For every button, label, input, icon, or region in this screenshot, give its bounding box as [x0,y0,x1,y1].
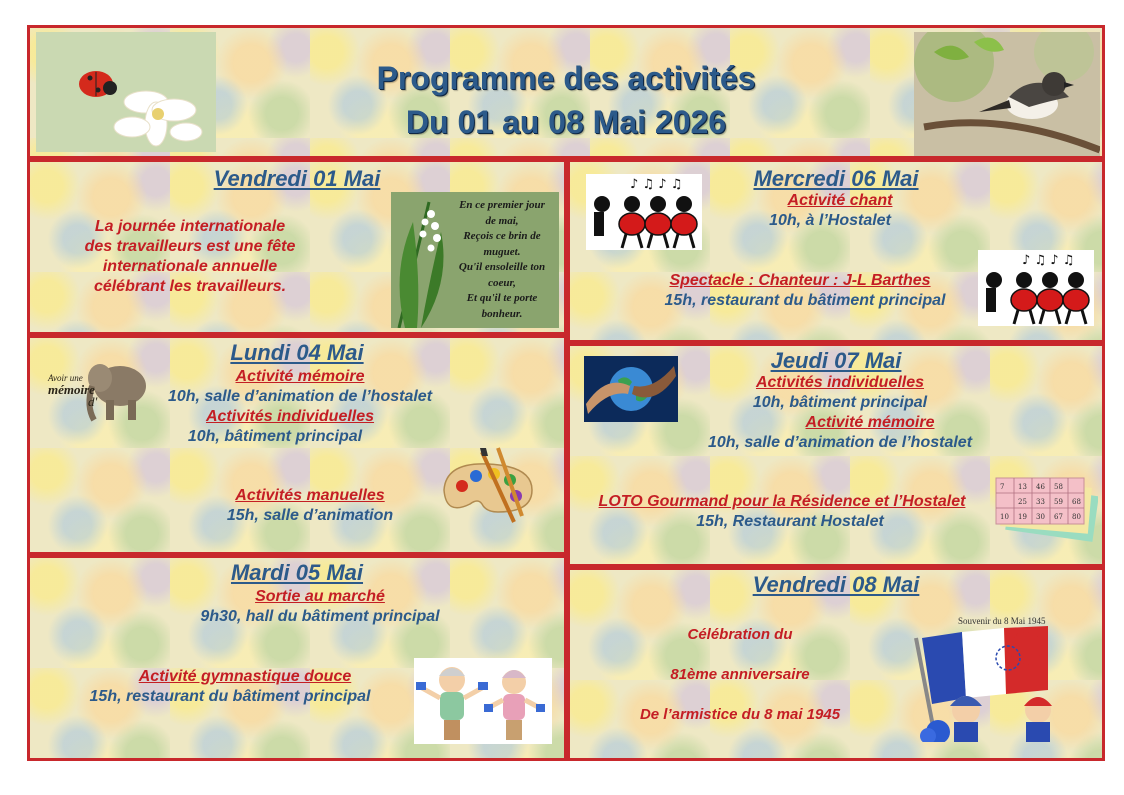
day-title: Mardi 05 Mai [230,560,364,585]
activity-detail: 15h, Restaurant Hostalet [696,513,884,530]
svg-text:19: 19 [1018,513,1027,521]
activity-title: LOTO Gourmand pour la Résidence et l’Hostalet [598,493,966,510]
activity-detail: 10h, bâtiment principal [187,428,363,445]
panel-vendredi-08 [567,567,1105,761]
card-line: bonheur. [481,307,523,320]
activity-title: Activité mémoire [235,368,365,385]
day-title: Mercredi 06 Mai [753,166,919,191]
activity-detail: 10h, salle d’animation de l’hostalet [167,388,433,405]
activity-title: Activités manuelles [235,487,385,504]
day-title: Vendredi 08 Mai [752,572,920,597]
svg-text:13: 13 [1018,483,1027,491]
activity-title: Activité mémoire [805,414,935,431]
card-line: Qu'il ensoleille ton [458,261,546,273]
text-line: La journée internationale [94,218,286,235]
svg-text:80: 80 [1072,513,1081,521]
panel-vendredi-01 [27,159,567,335]
text-line: internationale annuelle [102,258,278,275]
svg-text:68: 68 [1072,498,1081,506]
svg-text:♪ ♫ ♪ ♫: ♪ ♫ ♪ ♫ [1022,253,1075,268]
text-line: célébrant les travailleurs. [93,278,287,295]
svg-text:67: 67 [1054,513,1063,521]
card-line: coeur, [488,276,516,289]
activity-title: Sortie au marché [255,588,385,605]
activity-title: Activité gymnastique douce [138,668,352,685]
muguet-card [391,192,559,328]
card-line: Et qu'il te porte [466,292,538,304]
svg-text:♪ ♫ ♪ ♫: ♪ ♫ ♪ ♫ [630,177,683,192]
paint-palette-icon [436,446,540,526]
hands-globe-image [584,356,678,422]
souvenir-caption: Souvenir du 8 Mai 1945 [958,616,1046,626]
loto-cards-image [994,474,1098,546]
activity-detail: 15h, salle d’animation [226,507,394,524]
svg-text:10: 10 [1000,513,1009,521]
activity-detail: 15h, restaurant du bâtiment principal [664,292,946,309]
text-line: 81ème anniversaire [670,666,810,683]
logo-text: d' [88,394,98,409]
seniors-exercise-image [414,658,552,744]
singing-choir-icon [586,174,702,250]
panel-mercredi-06 [567,159,1105,343]
singing-choir-icon [978,250,1094,326]
text-line: Célébration du [687,626,793,643]
svg-text:7: 7 [1000,483,1005,491]
svg-text:33: 33 [1036,498,1045,506]
french-flag-icon [908,618,1072,742]
logo-text: mémoire [48,382,95,397]
card-line: Reçois ce brin de [463,230,541,242]
card-line: de mai, [485,214,519,227]
svg-text:46: 46 [1036,483,1045,491]
svg-text:59: 59 [1054,498,1063,506]
header-panel [27,25,1105,159]
ladybug-flower-image [36,32,216,152]
day-title: Lundi 04 Mai [230,340,364,365]
activity-title: Activité chant [787,192,893,209]
svg-text:25: 25 [1018,498,1027,506]
title-line-2: Du 01 au 08 Mai 2026 [405,104,727,140]
armistice-flag-image [908,618,1072,742]
activity-detail: 10h, bâtiment principal [752,394,928,411]
title-line-1: Programme des activités [376,60,756,96]
day-title: Vendredi 01 Mai [213,166,381,191]
activity-title: Activités individuelles [755,374,925,391]
svg-text:58: 58 [1054,483,1063,491]
activity-detail: 10h, salle d’animation de l’hostalet [707,434,973,451]
activity-detail: 15h, restaurant du bâtiment principal [89,688,371,705]
panel-jeudi-07 [567,343,1105,567]
activity-title: Spectacle : Chanteur : J-L Barthes [669,272,931,289]
memory-elephant-logo [48,346,152,424]
panel-mardi-05 [27,555,567,761]
activity-title: Activités individuelles [205,408,375,425]
bird-on-branch-image [914,32,1100,156]
activity-detail: 10h, à l’Hostalet [769,212,891,229]
logo-text: Avoir une [48,373,83,383]
card-line: muguet. [483,245,521,258]
activity-detail: 9h30, hall du bâtiment principal [200,608,440,625]
text-line: De l’armistice du 8 mai 1945 [639,706,841,723]
day-title: Jeudi 07 Mai [770,348,902,373]
text-line: des travailleurs est une fête [84,238,296,255]
svg-text:30: 30 [1036,513,1045,521]
panel-lundi-04 [27,335,567,555]
card-line: En ce premier jour [459,199,545,211]
